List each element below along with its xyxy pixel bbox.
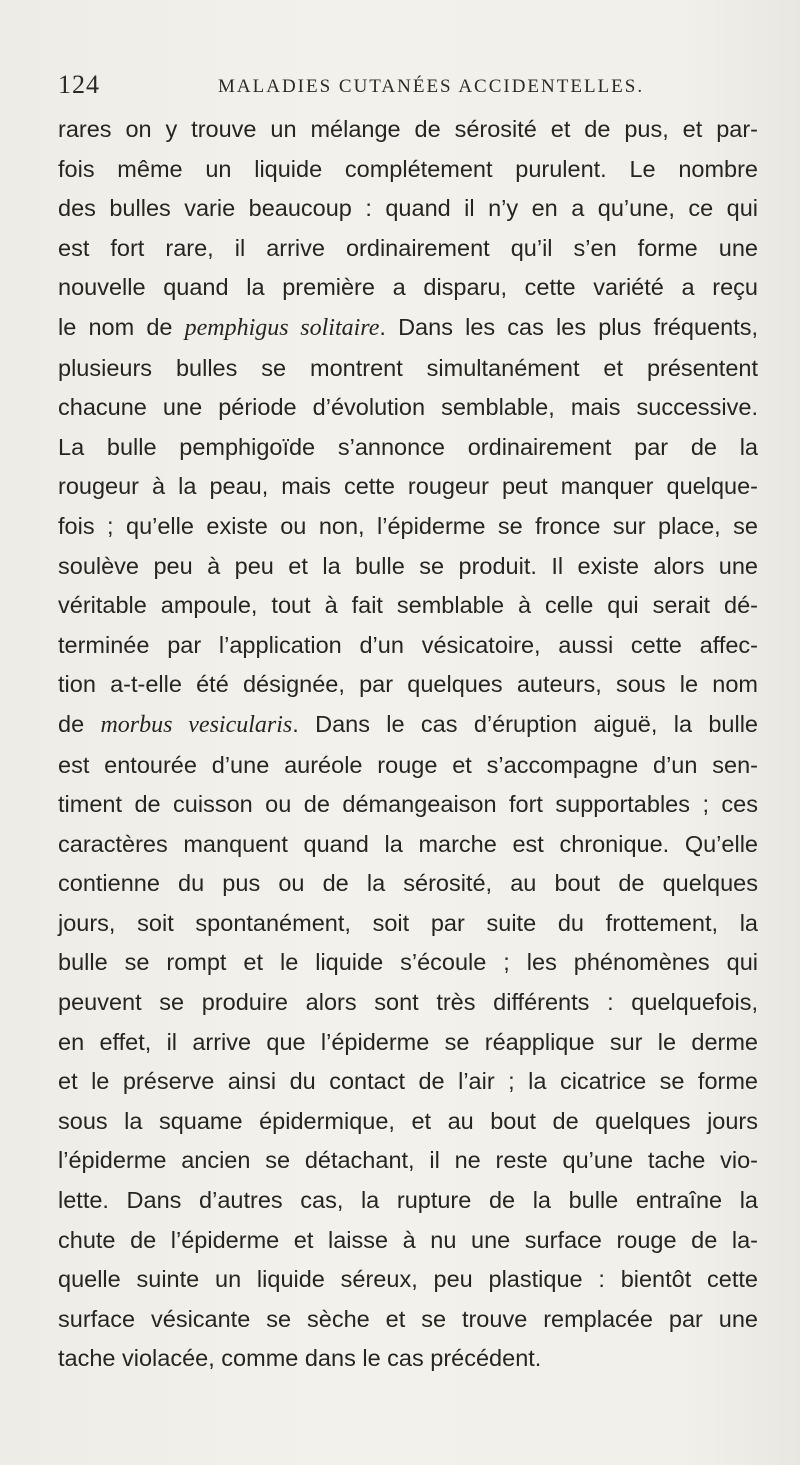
text-line: tache violacée, comme dans le cas précédent. (58, 1345, 542, 1372)
body-text (58, 110, 758, 1379)
text-line: plusieurs bulles se montrent simultanément et présentent (58, 354, 758, 381)
text-line: fois ; qu’elle existe ou non, l’épiderme se fronce sur place, se (58, 512, 758, 539)
text-line: quelle suinte un liquide séreux, peu plastique : bientôt cette (58, 1266, 758, 1293)
text-line (58, 705, 758, 746)
text-line: des bulles varie beaucoup : quand il n’y en a qu’une, ce qui (58, 195, 758, 222)
text-line: véritable ampoule, tout à fait semblable à celle qui serait dé- (58, 592, 758, 619)
text-line: bulle se rompt et le liquide s’écoule ; les phénomènes qui (58, 949, 758, 976)
text-line: nouvelle quand la première a disparu, cette variété a reçu (58, 274, 758, 301)
italic-term: morbus vesicularis (100, 711, 293, 738)
text-line: et le préserve ainsi du contact de l’air ; la cicatrice se forme (58, 1068, 758, 1095)
text-segment: . Dans le cas d’éruption aiguë, la bulle (292, 710, 758, 737)
text-line: l’épiderme ancien se détachant, il ne reste qu’une tache vio- (58, 1147, 758, 1174)
text-line: est entourée d’une auréole rouge et s’accompagne d’un sen- (58, 751, 758, 778)
text-line: lette. Dans d’autres cas, la rupture de la bulle entraîne la (58, 1187, 758, 1214)
text-line: timent de cuisson ou de démangeaison fort supportables ; ces (58, 791, 758, 818)
italic-term: pemphigus solitaire (184, 314, 380, 341)
text-segment: de (58, 710, 101, 737)
text-line: rares on y trouve un mélange de sérosité et de pus, et par- (58, 116, 758, 142)
page-header (58, 70, 800, 100)
text-line: caractères manquent quand la marche est chronique. Qu’elle (58, 830, 758, 857)
text-line: contienne du pus ou de la sérosité, au bout de quelques (58, 870, 758, 897)
text-segment: . Dans les cas les plus fréquents, (379, 313, 759, 340)
text-line: rougeur à la peau, mais cette rougeur peut manquer quelque- (58, 473, 758, 500)
text-line: La bulle pemphigoïde s’annonce ordinairement par de la (58, 433, 758, 460)
text-line: peuvent se produire alors sont très différents : quelquefois, (58, 989, 758, 1016)
text-line: sous la squame épidermique, et au bout de quelques jours (58, 1107, 758, 1134)
text-line: surface vésicante se sèche et se trouve remplacée par une (58, 1305, 758, 1332)
text-line: tion a-t-elle été désignée, par quelques auteurs, sous le nom (58, 671, 758, 698)
text-line: terminée par l’application d’un vésicatoire, aussi cette affec- (58, 631, 758, 658)
text-line: fois même un liquide complétement purulent. Le nombre (58, 155, 758, 182)
text-line: est fort rare, il arrive ordinairement qu’il s’en forme une (58, 234, 758, 261)
running-head: MALADIES CUTANÉES ACCIDENTELLES. (218, 76, 645, 97)
text-segment: le nom de (58, 313, 185, 340)
text-line: soulève peu à peu et la bulle se produit. Il existe alors une (58, 552, 758, 579)
text-line: jours, soit spontanément, soit par suite du frottement, la (58, 909, 758, 936)
text-line: en effet, il arrive que l’épiderme se réapplique sur le derme (58, 1028, 758, 1055)
text-line: chacune une période d’évolution semblable, mais successive. (58, 394, 758, 421)
text-line: chute de l’épiderme et laisse à nu une surface rouge de la- (58, 1226, 758, 1253)
text-line (58, 308, 758, 349)
page-number: 124 (58, 70, 100, 99)
